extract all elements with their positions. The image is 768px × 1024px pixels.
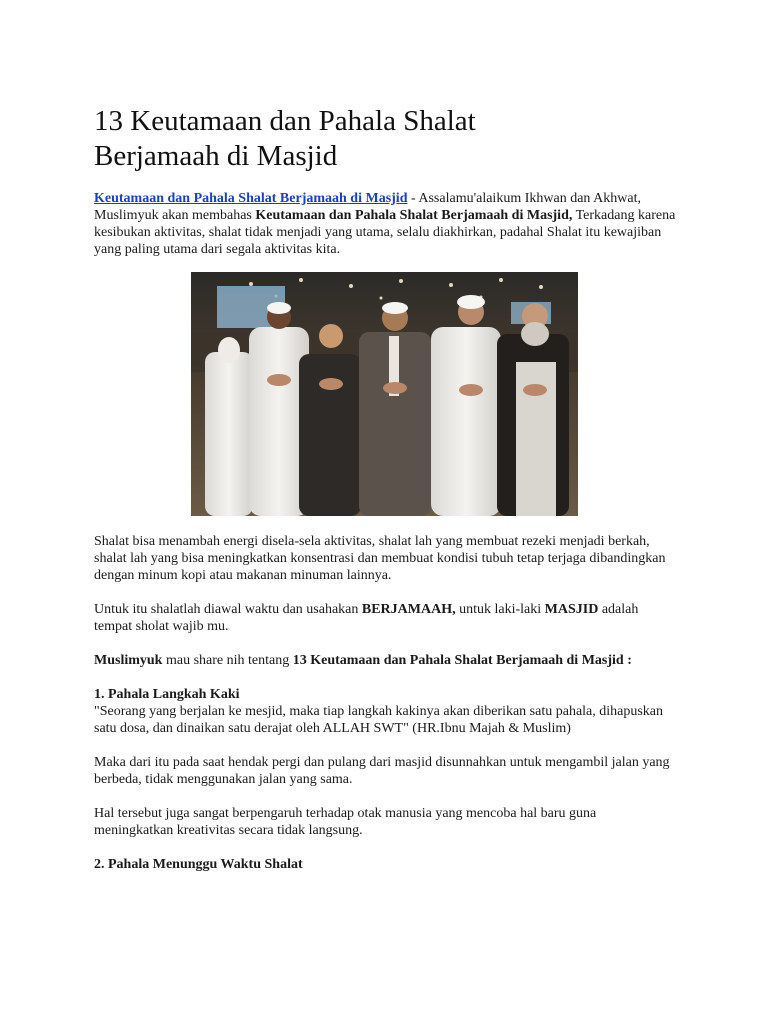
article-title-line2: Berjamaah di Masjid (94, 140, 338, 172)
awal-bold-masjid: MASJID (544, 602, 599, 617)
awal-text-2: untuk laki-laki (455, 602, 545, 617)
energy-paragraph: Shalat bisa menambah energi disela-sela aktivitas, shalat lah yang membuat rezeki menjadi berkah, shalat lah yang bisa meningkatkan konsentrasi dan membuat kondisi tubuh tetap terjaga dibandingkan dengan minum kopi atau makanan minuman lainnya. (94, 534, 666, 583)
congregation-prayer-photo (191, 272, 578, 516)
article-body (94, 104, 679, 873)
section1-para2: Hal tersebut juga sangat berpengaruh terhadap otak manusia yang mencoba hal baru guna meningkatkan kreativitas secara tidak langsung. (94, 806, 597, 838)
awal-bold-berjamaah: BERJAMAAH, (361, 602, 456, 617)
section1-heading: 1. Pahala Langkah Kaki (94, 687, 240, 702)
intro-bold: Keutamaan dan Pahala Shalat Berjamaah di Masjid, (255, 208, 573, 223)
intro-text-1: - Assalamu'alaikum Ikhwan dan Akhwat, Muslimyuk akan membahas (94, 191, 641, 223)
share-text: mau share nih tentang (162, 653, 293, 668)
article-title (94, 104, 679, 174)
share-bold-muslimyuk: Muslimyuk (94, 653, 163, 668)
section1-quote: "Seorang yang berjalan ke mesjid, maka tiap langkah kakinya akan diberikan satu pahala, dihapuskan satu dosa, dan dinaikan satu derajat oleh ALLAH SWT" (HR.Ibnu Majah & Muslim) (94, 704, 664, 736)
awal-text-3: adalah tempat sholat wajib mu. (94, 602, 639, 634)
section2-heading-block (94, 856, 679, 873)
photo-container (94, 272, 679, 516)
intro-paragraph (94, 190, 679, 258)
intro-text-2: Terkadang karena kesibukan aktivitas, shalat tidak menjadi yang utama, selalu diakhirkan, padahal Shalat itu kewajiban yang paling utama dari segala aktivitas kita. (94, 208, 676, 257)
section1-para1: Maka dari itu pada saat hendak pergi dan pulang dari masjid disunnahkan untuk mengambil jalan yang berbeda, tidak menggunakan jalan yang sama. (94, 755, 670, 787)
article-link[interactable]: Keutamaan dan Pahala Shalat Berjamaah di Masjid (94, 191, 408, 206)
awal-text-1: Untuk itu shalatlah diawal waktu dan usahakan (94, 602, 362, 617)
share-paragraph (94, 652, 679, 669)
section1-block (94, 686, 679, 737)
awal-waktu-paragraph (94, 601, 679, 635)
share-bold-title: 13 Keutamaan dan Pahala Shalat Berjamaah di Masjid : (292, 653, 632, 668)
section2-heading: 2. Pahala Menunggu Waktu Shalat (94, 857, 303, 872)
article-title-line1: 13 Keutamaan dan Pahala Shalat (94, 105, 476, 137)
